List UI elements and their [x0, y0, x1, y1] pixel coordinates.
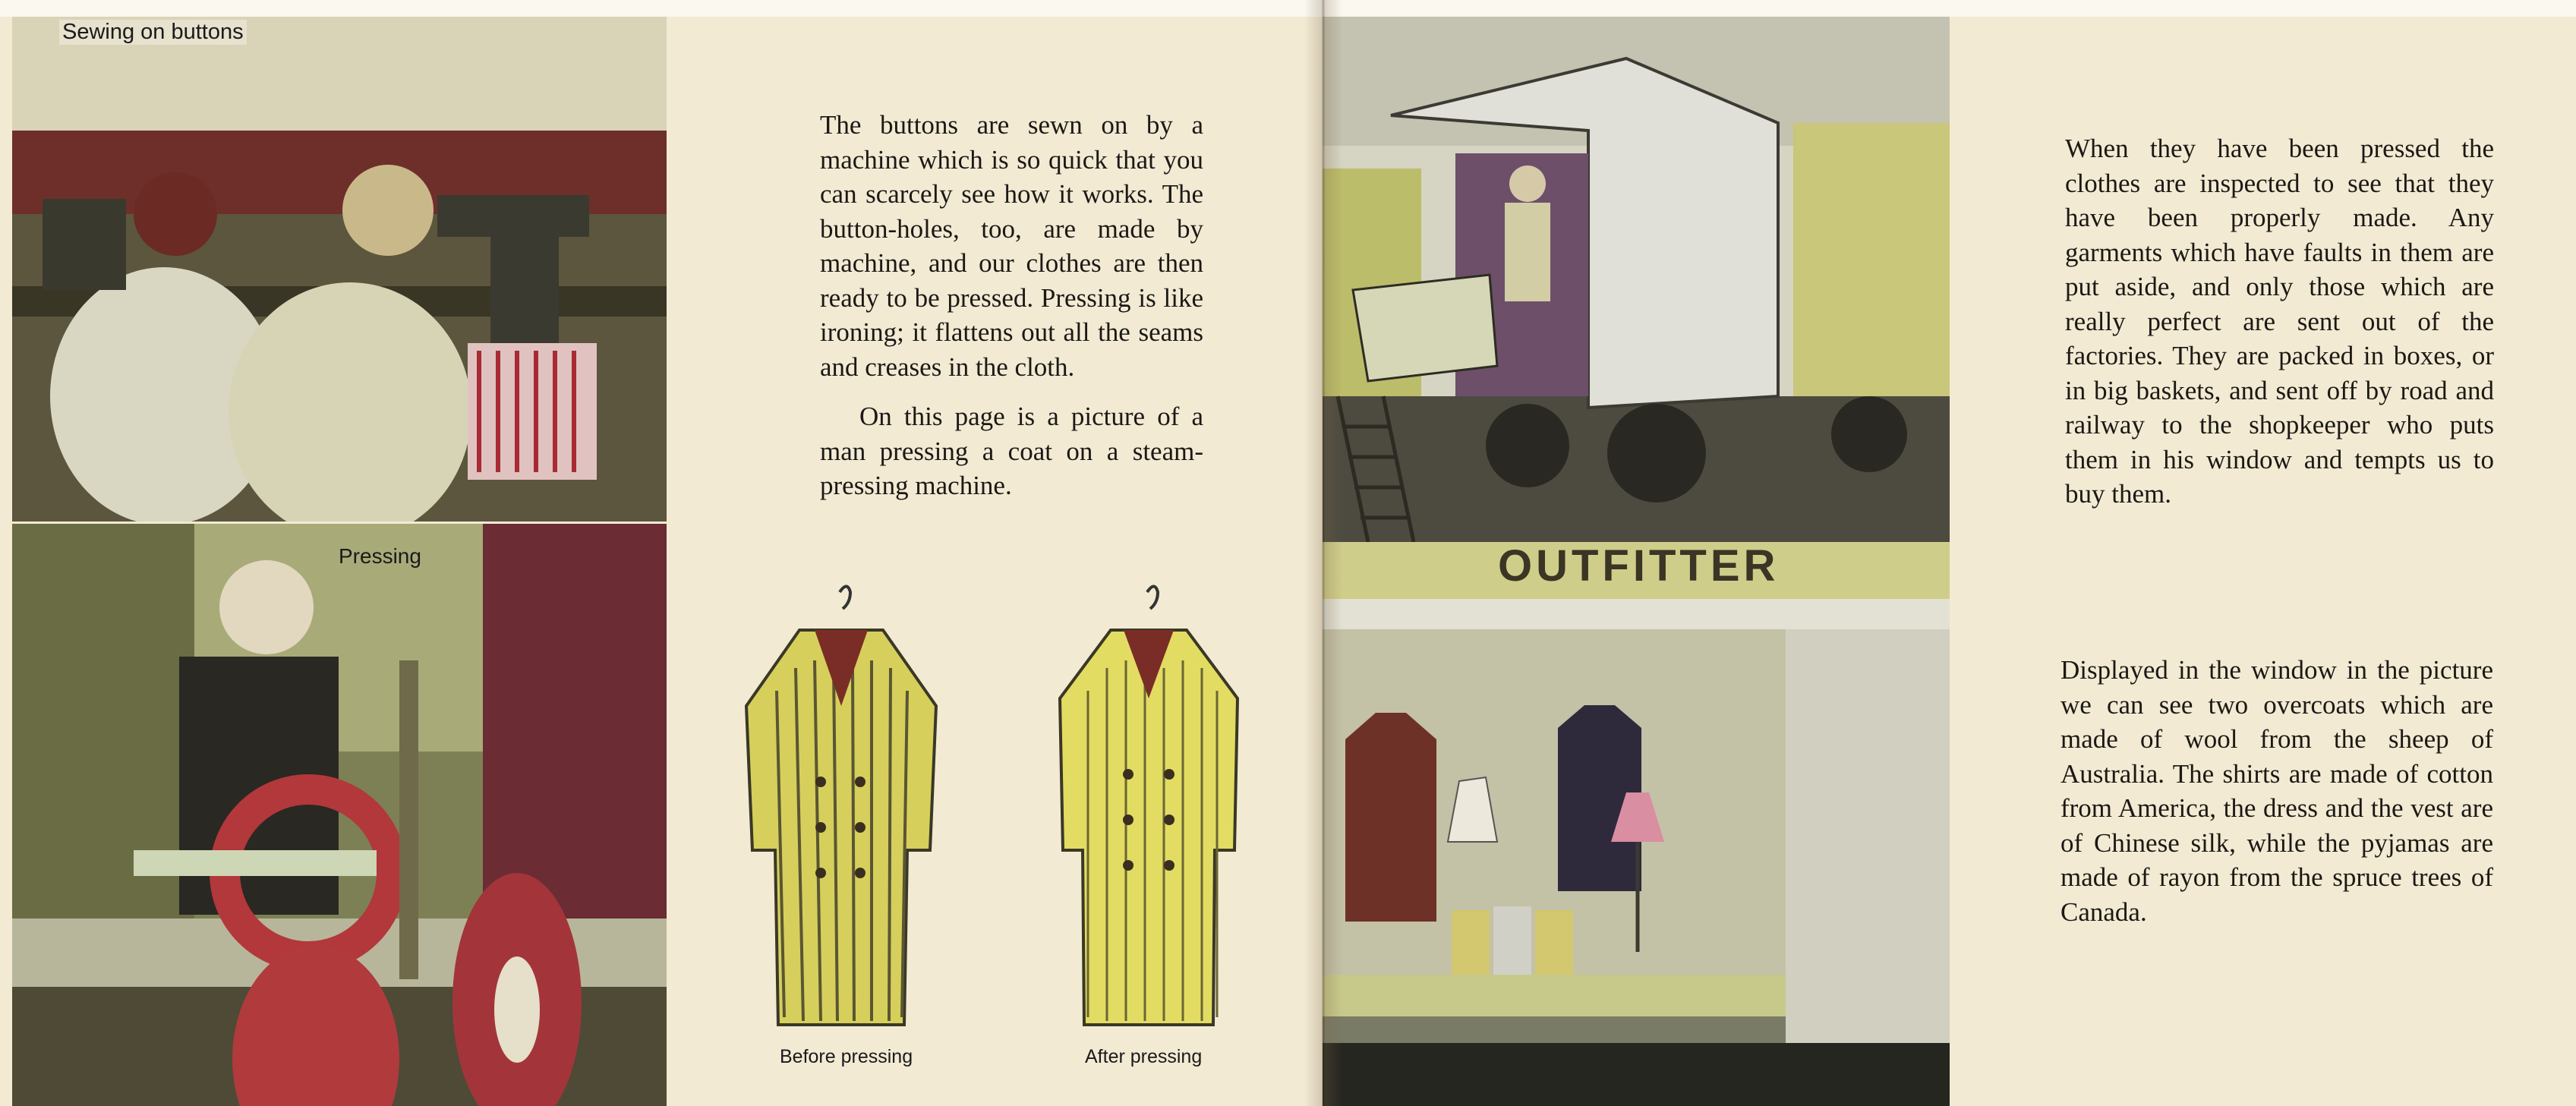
shop-sign: OUTFITTER [1498, 541, 1780, 591]
coat-before-caption: Before pressing [780, 1046, 913, 1067]
left-paragraph-1: The buttons are sewn on by a machine which is so quick that you can scarcely see how it works. The button-holes, too, are made by machine, and our clothes are then ready to be pressed. Pressing is like ironing; it flattens out all the seams and creases in the cloth. [820, 110, 1203, 382]
coat-after-caption: After pressing [1085, 1046, 1203, 1067]
lorry-illustration [1323, 17, 1950, 542]
sewing-illustration [12, 17, 667, 521]
left-text-block [820, 108, 1203, 518]
right-text-block-bottom [2060, 653, 2493, 944]
pressing-caption: Pressing [339, 544, 421, 568]
right-paragraph-2: Displayed in the window in the picture we can see two overcoats which are made of wool from the sheep of Australia. The shirts are made of cotton from America, the dress and the vest are of Chinese silk, while the pyjamas are made of rayon from the spruce trees of Canada. [2060, 655, 2493, 927]
right-text-block-top [2065, 131, 2494, 527]
book-gutter [1304, 0, 1342, 1106]
right-paragraph-1: When they have been pressed the clothes are inspected to see that they have been properly made. Any garments which have faults in them are put aside, and only those which are really perfect are sent out of the factories. They are packed in boxes, or in big baskets, and sent off by road and railway to the shopkeeper who puts them in his window and tempts us to buy them. [2065, 134, 2494, 509]
coat-before-pressing [731, 577, 951, 1040]
coat-after-pressing [1039, 577, 1259, 1040]
shop-window-illustration [1323, 542, 1950, 1106]
top-page-edge [0, 0, 2576, 17]
sewing-caption: Sewing on buttons [59, 20, 247, 45]
left-paragraph-2: On this page is a picture of a man pressing a coat on a steam-pressing machine. [820, 402, 1203, 500]
pressing-illustration [12, 524, 667, 1106]
